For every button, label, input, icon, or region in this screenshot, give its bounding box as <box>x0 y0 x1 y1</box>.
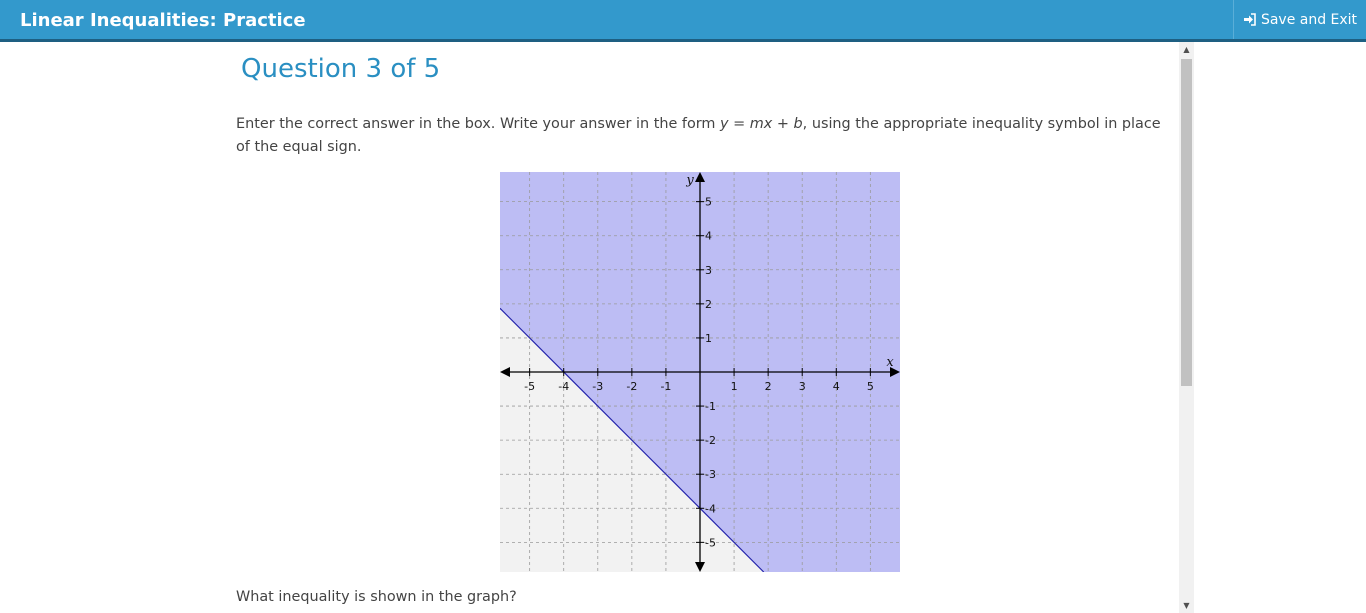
y-tick-label: 4 <box>705 229 712 243</box>
y-axis-label: y <box>686 173 694 188</box>
x-tick-label: 3 <box>798 380 806 393</box>
x-tick-label: 5 <box>866 380 874 393</box>
y-tick-label: -1 <box>705 400 716 414</box>
x-tick-label: -1 <box>660 380 672 393</box>
x-tick-label: 2 <box>764 380 772 393</box>
x-tick-label: 1 <box>730 380 738 393</box>
scroll-down-arrow-icon[interactable]: ▼ <box>1183 601 1190 610</box>
question-instructions <box>236 113 1171 159</box>
y-tick-label: 2 <box>705 297 712 311</box>
x-tick-label: -4 <box>558 380 570 393</box>
y-tick-label: -2 <box>705 434 716 448</box>
instruction-form-eq: = <box>728 116 750 132</box>
sign-in-icon <box>1243 13 1256 26</box>
instruction-form-y: y <box>720 116 729 132</box>
x-tick-label: -5 <box>524 380 536 393</box>
instruction-form-plus: + <box>772 116 794 132</box>
save-and-exit-button[interactable] <box>1233 0 1366 39</box>
top-bar <box>0 0 1366 42</box>
x-tick-label: -3 <box>592 380 604 393</box>
y-tick-label: 1 <box>705 331 712 345</box>
inequality-graph <box>500 172 900 572</box>
instruction-form-b: b <box>793 116 803 132</box>
graph-svg <box>500 172 900 572</box>
y-tick-label: 3 <box>705 263 712 277</box>
question-heading: Question 3 of 5 <box>241 54 441 84</box>
instruction-part1: Enter the correct answer in the box. Write your answer in the form <box>236 116 721 132</box>
x-tick-label: -2 <box>626 380 638 393</box>
y-tick-label: -3 <box>705 468 716 482</box>
instruction-form-mx: mx <box>749 116 773 132</box>
x-tick-label: 4 <box>832 380 840 393</box>
instruction-part2: , using the appropriate inequality symbol in place of the equal sign. <box>236 116 1161 155</box>
save-and-exit-label: Save and Exit <box>1260 11 1358 28</box>
scroll-up-arrow-icon[interactable]: ▲ <box>1183 45 1190 54</box>
x-axis-label: x <box>886 355 894 370</box>
vertical-scrollbar[interactable] <box>1179 42 1194 613</box>
y-tick-label: -5 <box>705 536 716 550</box>
scrollbar-thumb[interactable] <box>1181 59 1192 386</box>
y-tick-label: 5 <box>705 195 712 209</box>
question-prompt: What inequality is shown in the graph? <box>236 589 517 605</box>
y-tick-label: -4 <box>705 502 716 516</box>
app-title: Linear Inequalities: Practice <box>20 10 306 31</box>
